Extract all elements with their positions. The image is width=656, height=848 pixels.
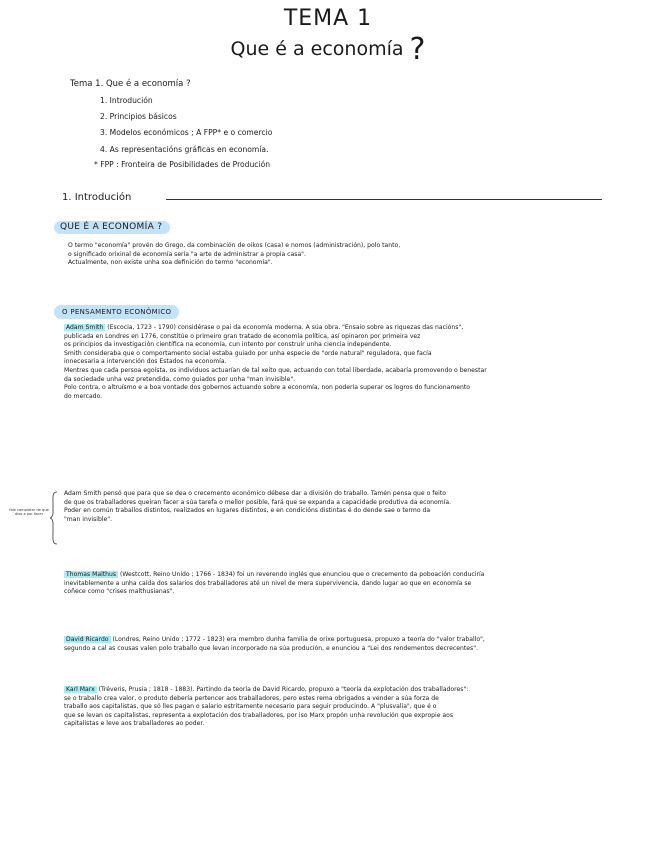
smith2-paragraph — [64, 490, 451, 524]
section-rule — [166, 199, 602, 200]
que-e-line: Actualmente, non existe unha soa definición do termo "economía". — [68, 259, 273, 267]
smith-line: Smith consideraba que o comportamento social estaba guiado por unha especie de "orde natural" reguladora, que facía — [64, 349, 432, 357]
smith2-line: Poder en común traballos distintos, realizados en lugares distintos, e en condicións distintas é do dende sae o termo da — [64, 507, 431, 515]
malthus-line: (Westcott, Reino Unido ; 1766 - 1834) foi un reverendo inglés que enunciou que o crecemento da poboación conduciría — [120, 571, 485, 578]
malthus-line: inevitablemente a unha caída dos salarios dos traballadores até un nivel de mera supervivencia, dando lugar ao que en economía se — [64, 579, 472, 587]
marx-name: Karl Marx — [66, 686, 95, 693]
malthus-line: coñece como "crises malthusianas". — [64, 588, 175, 596]
smith-line: Polo contra, o altruísmo e a boa vontade dos gobernos actuando sobre a economía, non podería superar os logros do funcionamento — [64, 384, 471, 392]
smith-line: (Escocia, 1723 - 1790) considérase o pai da economía moderna. A súa obra, "Ensaio sobre as riquezas das nacións", — [107, 324, 464, 331]
marx-line: que se levan os capitalistas, representa a explotación dos traballadores, por iso Marx propón unha revolución que expropie aos — [64, 711, 454, 719]
index-heading: Tema 1. Que é a economía ? — [70, 79, 191, 89]
smith-name: Adam Smith — [66, 324, 104, 331]
smith2-line: de que os traballadores queiran facer a súa tarefa o mellor posible, fará que se expanda a capacidade produtiva da economía. — [64, 498, 452, 506]
smith-paragraph — [64, 324, 487, 401]
ricardo-line: (Londres, Reino Unido ; 1772 - 1823) era membro dunha familia de orixe portuguesa, propuxo a teoría do "valor traballo", — [112, 636, 485, 643]
que-e-line: o significado orixinal de economía sería "a arte de administrar a propia casa". — [68, 250, 306, 258]
index-footnote: * FPP : Fronteira de Posibilidades de Produción — [94, 160, 271, 169]
que-e-paragraph — [68, 242, 400, 268]
malthus-name: Thomas Malthus — [66, 571, 117, 578]
side-note: fale completar de que dixo e por facer — [9, 508, 49, 517]
que-e-line: O termo "economía" provén do Grego, da combinación de oikos (casa) e nomos (administración), polo tanto, — [68, 242, 401, 249]
marx-paragraph — [64, 686, 468, 729]
page-title: TEMA 1 — [283, 6, 373, 31]
smith2-line: Adam Smith pensó que para que se dea o crecemento económico débese dar a división do traballo. Tamén pensa que o feito — [64, 490, 446, 497]
marx-line: (Tréveris, Prusia ; 1818 - 1883). Partindo da teoría de David Ricardo, propuxo a "teoría da explotación dos traballadores": — [98, 686, 469, 693]
pensamento-label: O PENSAMENTO ECONÓMICO — [54, 305, 179, 319]
smith-line: do mercado. — [64, 392, 103, 400]
question-mark: ? — [409, 32, 426, 67]
ricardo-paragraph — [64, 636, 485, 653]
index-item: 4. As representacións gráficas en economía. — [100, 145, 269, 154]
marx-line: capitalistas e leve aos traballadores ao poder. — [64, 720, 205, 728]
ricardo-name: David Ricardo — [66, 636, 109, 643]
malthus-paragraph — [64, 571, 484, 597]
brace-icon — [49, 491, 59, 545]
smith-line: os principios da investigación científica na economía, cun intento por construír unha ciencia independente. — [64, 341, 392, 349]
smith-line: innecesaria a intervención dos Estados na economía. — [64, 358, 227, 366]
marx-line: se o traballo crea valor, o produto debería pertencer aos traballadores, pero estes rema obrigados a vender a súa forza de — [64, 694, 439, 702]
smith2-line: "man invisible". — [64, 515, 113, 523]
smith-line: da sociedade unha vez pretendida, como guiados por unha "man invisible". — [64, 375, 296, 383]
index-item: 1. Introdución — [100, 96, 153, 105]
que-e-label: QUE É A ECONOMÍA ? — [54, 221, 170, 234]
smith-line: publicada en Londres en 1776, constitúe o primeiro gran tratado de economía política, así opinaron por primeira vez — [64, 332, 421, 340]
page-subtitle — [0, 32, 656, 67]
subtitle-text: Que é a economía — [230, 38, 404, 60]
marx-line: traballo aos capitalistas, que só lles pagan o salario estritamente necesario para seguir producindo. A "plusvalía", que é o — [64, 703, 437, 711]
smith-line: Mentres que cada persoa egoísta, os individuos actuarían de tal xeito que, actuando con total liberdade, acabaría promovendo o benestar — [64, 366, 487, 374]
index-item: 2. Principios básicos — [100, 112, 177, 121]
ricardo-line: segundo a cal as cousas valen polo traballo que levan incorporado na súa produción, e enunciou a "Lei dos rendementos decrecentes". — [64, 644, 478, 652]
section-heading-introducion: 1. Introdución — [62, 192, 132, 203]
index-item: 3. Modelos económicos ; A FPP* e o comercio — [100, 128, 273, 137]
